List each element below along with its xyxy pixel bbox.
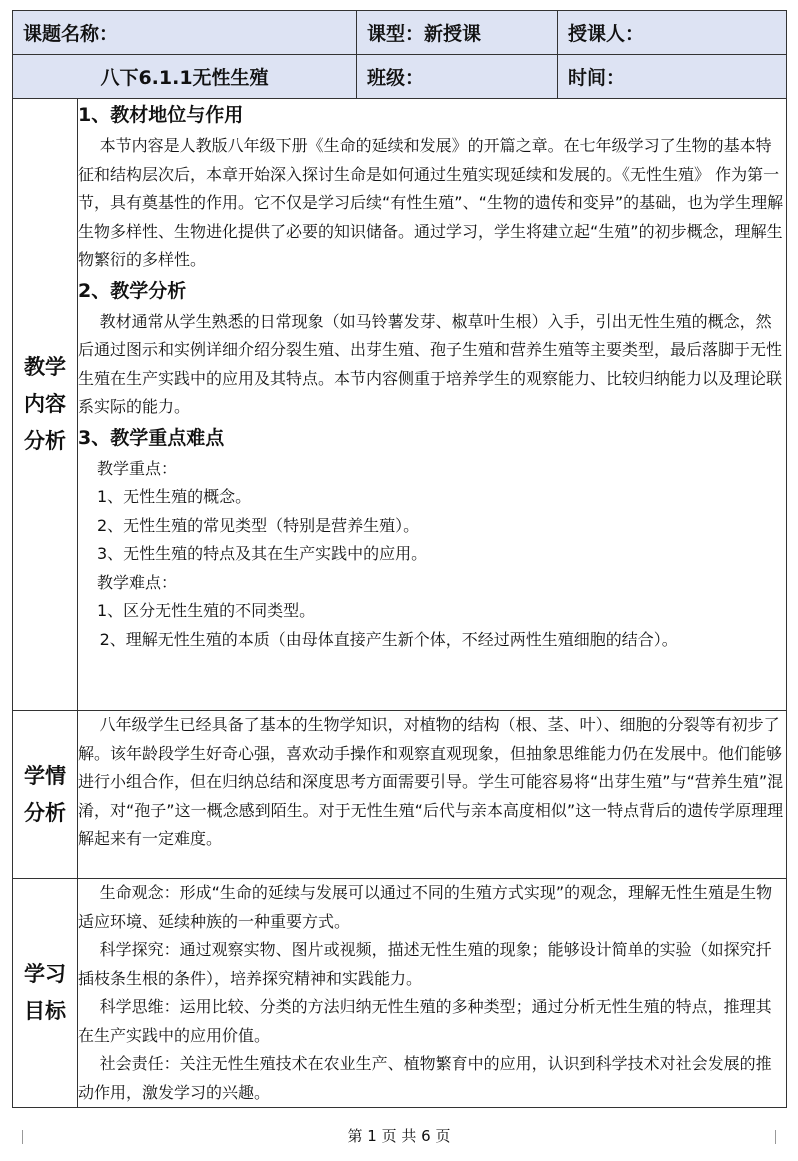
list-item: 1、无性生殖的概念。 bbox=[97, 487, 252, 506]
time-label: 时间： bbox=[568, 67, 626, 89]
key-points-label: 教学重点： bbox=[97, 458, 178, 478]
time-cell bbox=[558, 55, 787, 99]
goal-item: 科学思维：运用比较、分类的方法归纳无性生殖的多种类型；通过分析无性生殖的特点，推理其在生产实践中的应用价值。 bbox=[78, 997, 772, 1045]
section-heading: 2、教学分析 bbox=[78, 279, 187, 302]
class-label: 班级： bbox=[367, 67, 425, 89]
content-analysis-side-label: 教学 内容 分析 bbox=[13, 99, 78, 711]
list-item: 3、无性生殖的特点及其在生产实践中的应用。 bbox=[97, 544, 428, 563]
content-analysis-cell bbox=[78, 99, 787, 711]
section-text: 本节内容是人教版八年级下册《生命的延续和发展》的开篇之章。在七年级学习了生物的基本特征和结构层次后，本章开始深入探讨生命是如何通过生殖实现延续和发展的。《无性生殖》 作为第一节，具有奠基性的作用。它不仅是学习后续“有性生殖”、“生物的遗传和变异”的基础，也为学生理解生物多样性、生物进化提供了必要的知识储备。通过学习，学生将建立起“生殖”的初步概念，理解生物繁衍的多样性。 bbox=[78, 136, 784, 269]
student-analysis-side-label: 学情 分析 bbox=[13, 711, 78, 879]
teacher-cell bbox=[558, 11, 787, 55]
list-item: 1、区分无性生殖的不同类型。 bbox=[97, 601, 316, 620]
goal-item: 社会责任：关注无性生殖技术在农业生产、植物繁育中的应用，认识到科学技术对社会发展的推动作用，激发学习的兴趣。 bbox=[78, 1054, 772, 1102]
list-item: 2、理解无性生殖的本质（由母体直接产生新个体，不经过两性生殖细胞的结合）。 bbox=[99, 629, 678, 649]
course-type: 课型：新授课 bbox=[367, 23, 482, 45]
course-title-label: 课题名称： bbox=[23, 23, 119, 45]
section-heading: 3、教学重点难点 bbox=[78, 426, 225, 449]
goal-item: 生命观念：形成“生命的延续与发展可以通过不同的生殖方式实现”的观念，理解无性生殖是生物适应环境、延续种族的一种重要方式。 bbox=[78, 883, 773, 931]
teacher-label: 授课人： bbox=[568, 23, 645, 45]
course-type-cell bbox=[357, 11, 558, 55]
difficult-points-label: 教学难点： bbox=[97, 572, 178, 592]
learning-goals-side-label: 学习 目标 bbox=[13, 879, 78, 1108]
learning-goals-cell bbox=[78, 879, 787, 1108]
class-cell bbox=[357, 55, 558, 99]
section-heading: 1、教材地位与作用 bbox=[78, 104, 244, 126]
student-analysis-cell bbox=[78, 711, 787, 879]
course-title-label-cell bbox=[13, 11, 357, 55]
course-title: 八下6.1.1无性生殖 bbox=[100, 67, 269, 89]
page-number: 第 1 页 共 6 页 bbox=[347, 1127, 451, 1145]
lesson-plan-table bbox=[12, 10, 787, 1108]
section-text: 教材通常从学生熟悉的日常现象（如马铃薯发芽、椒草叶生根）入手，引出无性生殖的概念，然后通过图示和实例详细介绍分裂生殖、出芽生殖、孢子生殖和营养生殖等主要类型，最后落脚于无性生殖在生产实践中的应用及其特点。本节内容侧重于培养学生的观察能力、比较归纳能力以及理论联系实际的能力。 bbox=[78, 311, 783, 416]
course-title-value-cell bbox=[13, 55, 357, 99]
list-item: 2、无性生殖的常见类型（特别是营养生殖）。 bbox=[97, 515, 420, 535]
student-analysis-text: 八年级学生已经具备了基本的生物学知识，对植物的结构（根、茎、叶）、细胞的分裂等有初步了解。该年龄段学生好奇心强，喜欢动手操作和观察直观现象，但抽象思维能力仍在发展中。他们能够进行小组合作，但在归纳总结和深度思考方面需要引导。学生可能容易将“出芽生殖”与“营养生殖”混淆，对“孢子”这一概念感到陌生。对于无性生殖“后代与亲本高度相似”这一特点背后的遗传学原理理解起来有一定难度。 bbox=[78, 715, 784, 848]
goal-item: 科学探究：通过观察实物、图片或视频，描述无性生殖的现象；能够设计简单的实验（如探究扦插枝条生根的条件），培养探究精神和实践能力。 bbox=[78, 940, 772, 988]
